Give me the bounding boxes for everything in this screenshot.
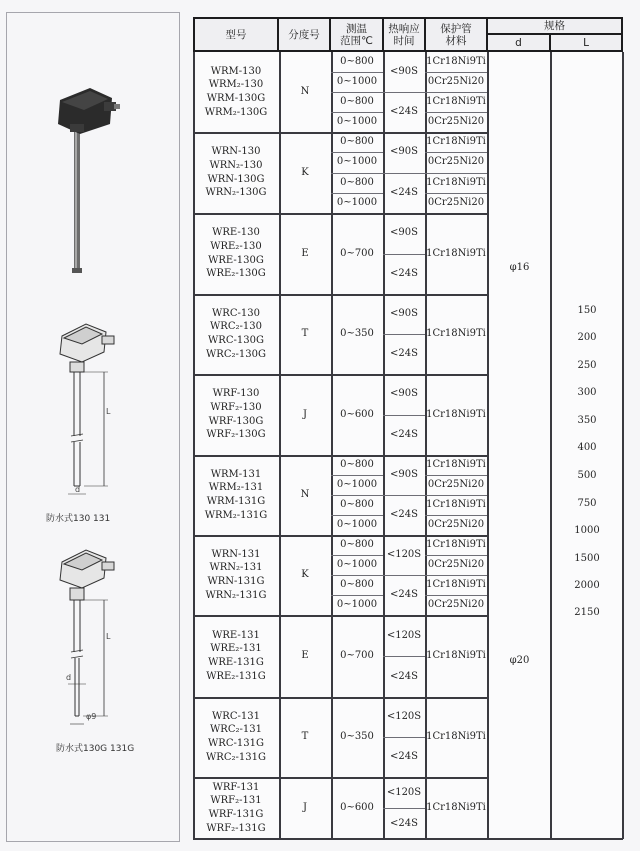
grade-cell-1-text: K <box>301 166 309 178</box>
model-cell-2 <box>193 213 279 294</box>
d-value: φ20 <box>509 655 530 666</box>
model-name: WRC₂-130G <box>206 348 266 360</box>
material-cell-7-0 <box>425 615 487 697</box>
model-cell-3 <box>193 294 279 374</box>
range-divider-0-1 <box>331 72 383 73</box>
range-cell-2-0 <box>331 213 383 294</box>
probe-highlight-shape <box>75 120 77 272</box>
header-material-line2: 材料 <box>445 34 467 47</box>
model-name: WRM-131 <box>210 468 262 480</box>
dim-label-length-1: L <box>106 407 111 416</box>
model-name: WRE-131G <box>208 657 264 668</box>
response-divider-7-1 <box>383 656 425 657</box>
model-name: WRM₂-130G <box>204 106 268 118</box>
material-divider-6-3 <box>425 595 487 596</box>
model-name: WRN₂-130 <box>209 159 263 171</box>
material-divider-0-2 <box>425 92 487 93</box>
range-cell-9-0-text: 0~600 <box>340 802 374 813</box>
model-name: WRM₂-131 <box>208 482 264 494</box>
material-cell-1-1 <box>425 152 487 172</box>
length-value: 200 <box>577 332 597 343</box>
model-name: WRN₂-131 <box>209 562 263 574</box>
material-divider-5-2 <box>425 495 487 496</box>
material-divider-5-3 <box>425 515 487 516</box>
model-name: WRE₂-130 <box>210 240 262 252</box>
range-divider-6-2 <box>331 575 383 576</box>
response-cell-3-1 <box>383 334 425 374</box>
range-cell-5-0-text: 0~800 <box>340 459 374 470</box>
range-cell-6-1 <box>331 555 383 575</box>
range-divider-5-1 <box>331 475 383 476</box>
model-name: WRF₂-130G <box>206 429 266 441</box>
model-name: WRM₂-130 <box>208 79 264 91</box>
header-range-line1: 测温 <box>346 22 367 35</box>
dim-label-diameter-1: d <box>75 485 81 494</box>
material-divider-1-2 <box>425 173 487 174</box>
grade-cell-0 <box>279 52 331 132</box>
model-name: WRN₂-131G <box>205 589 267 601</box>
response-cell-7-0 <box>383 615 425 656</box>
material-divider-0-3 <box>425 112 487 113</box>
model-name: WRF₂-130 <box>210 401 262 413</box>
material-cell-6-0 <box>425 535 487 555</box>
response-cell-6-0 <box>383 535 425 575</box>
material-cell-6-2 <box>425 575 487 595</box>
range-divider-1-3 <box>331 193 383 194</box>
range-cell-5-1-text: 0~1000 <box>336 479 378 490</box>
material-cell-5-2-text: 1Cr18Ni9Ti <box>426 499 486 510</box>
material-cell-6-0-text: 1Cr18Ni9Ti <box>426 539 486 550</box>
model-name: WRE₂-131G <box>206 670 266 682</box>
length-column <box>551 52 623 839</box>
response-cell-1-0 <box>383 132 425 173</box>
length-value: 2150 <box>574 607 600 618</box>
model-name: WRF-131 <box>212 781 260 793</box>
response-cell-6-1 <box>383 575 425 615</box>
grade-cell-5 <box>279 455 331 535</box>
response-cell-9-1 <box>383 808 425 839</box>
response-cell-4-0-text: <90S <box>390 388 418 400</box>
response-cell-6-1-text: <24S <box>390 589 418 600</box>
response-cell-4-1 <box>383 415 425 456</box>
material-cell-5-0-text: 1Cr18Ni9Ti <box>426 459 486 470</box>
range-cell-8-0-text: 0~350 <box>340 731 374 742</box>
model-name: WRN-131G <box>207 576 265 587</box>
response-divider-0-1 <box>383 92 425 93</box>
mount-fitting-shape <box>70 124 84 132</box>
response-cell-5-1 <box>383 495 425 535</box>
model-cell-9 <box>193 777 279 839</box>
grade-cell-4-text: J <box>302 408 307 420</box>
range-cell-6-0 <box>331 535 383 555</box>
material-divider-0-1 <box>425 72 487 73</box>
model-name: WRF-130 <box>212 388 260 400</box>
model-cell-7 <box>193 615 279 697</box>
material-cell-3-0 <box>425 294 487 374</box>
grade-cell-8-text: T <box>301 731 309 742</box>
caption-type-130: 防水式130 131 <box>46 514 111 524</box>
response-cell-9-0-text: <120S <box>386 786 422 798</box>
header-response-line1: 热响应 <box>388 22 420 35</box>
response-cell-1-1 <box>383 173 425 214</box>
range-divider-5-3 <box>331 515 383 516</box>
header-L-text: L <box>583 36 589 49</box>
illustration-panel <box>0 0 186 851</box>
response-divider-1-1 <box>383 173 425 174</box>
range-cell-6-2-text: 0~800 <box>340 579 374 590</box>
model-name: WRC-130 <box>212 307 260 319</box>
material-cell-7-0-text: 1Cr18Ni9Ti <box>426 650 486 661</box>
range-cell-5-2 <box>331 495 383 515</box>
grade-cell-8 <box>279 697 331 777</box>
model-cell-1 <box>193 132 279 213</box>
model-name: WRN-131 <box>211 548 261 560</box>
range-cell-3-0 <box>331 294 383 374</box>
response-cell-2-0-text: <90S <box>390 227 418 239</box>
model-name: WRE₂-130G <box>206 268 266 280</box>
spec-table <box>193 17 623 839</box>
grade-cell-3-text: T <box>301 328 309 339</box>
drawing1-break-mark <box>71 434 83 442</box>
grade-cell-7-text: E <box>301 650 309 661</box>
length-value: 400 <box>577 442 597 453</box>
grade-cell-2 <box>279 213 331 294</box>
drawing1-gland-shape <box>102 336 114 344</box>
range-cell-0-2-text: 0~800 <box>340 96 374 107</box>
grade-cell-7 <box>279 615 331 697</box>
material-cell-0-0-text: 1Cr18Ni9Ti <box>426 56 486 67</box>
grade-cell-1 <box>279 132 331 213</box>
material-cell-0-1-text: 0Cr25Ni20 <box>427 76 485 87</box>
material-cell-4-0-text: 1Cr18Ni9Ti <box>426 408 486 420</box>
drawing1-fitting-shape <box>70 362 84 372</box>
model-name: WRM-130 <box>210 65 262 77</box>
response-divider-4-1 <box>383 415 425 416</box>
grade-cell-0-text: N <box>300 86 310 97</box>
material-cell-2-0-text: 1Cr18Ni9Ti <box>426 247 486 259</box>
grade-cell-4 <box>279 374 331 455</box>
material-divider-1-3 <box>425 193 487 194</box>
model-name: WRC₂-131G <box>206 751 266 763</box>
range-cell-4-0 <box>331 374 383 455</box>
range-cell-0-1 <box>331 72 383 92</box>
response-cell-1-0-text: <90S <box>390 146 418 158</box>
material-cell-5-1-text: 0Cr25Ni20 <box>427 479 485 490</box>
range-cell-6-2 <box>331 575 383 595</box>
response-cell-2-1-text: <24S <box>390 267 418 279</box>
model-cell-5 <box>193 455 279 535</box>
model-name: WRE-131 <box>212 629 260 641</box>
response-cell-0-1 <box>383 92 425 132</box>
range-cell-4-0-text: 0~600 <box>340 408 374 420</box>
material-cell-6-3 <box>425 595 487 615</box>
header-material-line1: 保护管 <box>440 22 472 35</box>
caption-type-130g: 防水式130G 131G <box>56 744 135 754</box>
material-cell-1-2 <box>425 173 487 193</box>
range-cell-5-2-text: 0~800 <box>340 499 374 510</box>
material-cell-9-0 <box>425 777 487 839</box>
response-divider-5-1 <box>383 495 425 496</box>
model-cell-4 <box>193 374 279 455</box>
dim-label-length-2: L <box>106 632 111 641</box>
material-cell-8-0-text: 1Cr18Ni9Ti <box>426 731 486 742</box>
range-cell-5-0 <box>331 455 383 475</box>
header-model-text: 型号 <box>225 28 247 41</box>
range-divider-6-3 <box>331 595 383 596</box>
response-divider-3-1 <box>383 334 425 335</box>
grade-cell-9 <box>279 777 331 839</box>
response-divider-6-1 <box>383 575 425 576</box>
material-cell-6-1 <box>425 555 487 575</box>
response-cell-3-0 <box>383 294 425 334</box>
range-cell-6-3-text: 0~1000 <box>336 599 378 610</box>
material-cell-2-0 <box>425 213 487 294</box>
material-cell-1-0 <box>425 132 487 152</box>
model-name: WRE-130 <box>212 227 260 239</box>
material-cell-4-0 <box>425 374 487 455</box>
length-value: 250 <box>577 360 597 371</box>
response-cell-1-1-text: <24S <box>390 186 418 198</box>
material-cell-1-2-text: 1Cr18Ni9Ti <box>426 176 486 188</box>
range-divider-1-1 <box>331 152 383 153</box>
dim-label-diameter-2: d <box>66 673 72 682</box>
response-divider-8-1 <box>383 737 425 738</box>
dim-label-tip-diameter: φ9 <box>86 712 97 721</box>
range-cell-0-3-text: 0~1000 <box>336 116 378 127</box>
model-name: WRM₂-131G <box>204 509 268 521</box>
range-cell-7-0 <box>331 615 383 697</box>
material-cell-1-0-text: 1Cr18Ni9Ti <box>426 136 486 148</box>
range-cell-6-3 <box>331 595 383 615</box>
model-name: WRN-130G <box>207 173 265 185</box>
range-divider-6-1 <box>331 555 383 556</box>
model-name: WRF₂-131G <box>206 822 266 834</box>
range-cell-7-0-text: 0~700 <box>340 650 374 661</box>
range-cell-6-0-text: 0~800 <box>340 539 374 550</box>
model-name: WRC-130G <box>208 335 264 346</box>
range-cell-1-2 <box>331 173 383 193</box>
range-divider-5-2 <box>331 495 383 496</box>
d-column <box>489 52 550 839</box>
response-cell-3-0-text: <90S <box>390 308 418 319</box>
drawing2-gland-shape <box>102 562 114 570</box>
response-cell-8-1 <box>383 737 425 777</box>
drawing2-fitting-shape <box>70 588 84 600</box>
length-value: 150 <box>577 305 597 316</box>
grade-cell-2-text: E <box>301 247 309 259</box>
response-cell-8-0-text: <120S <box>386 711 422 722</box>
range-cell-6-1-text: 0~1000 <box>336 559 378 570</box>
material-cell-0-2 <box>425 92 487 112</box>
model-name: WRF₂-131 <box>210 795 262 807</box>
range-cell-8-0 <box>331 697 383 777</box>
response-cell-8-1-text: <24S <box>390 751 418 762</box>
model-name: WRE-130G <box>208 254 264 266</box>
range-cell-0-0 <box>331 52 383 72</box>
response-divider-2-1 <box>383 254 425 255</box>
response-cell-7-1 <box>383 656 425 697</box>
model-cell-0 <box>193 52 279 132</box>
range-cell-1-1 <box>331 152 383 172</box>
model-name: WRC-131G <box>208 738 264 749</box>
model-name: WRF-131G <box>208 809 264 820</box>
response-cell-0-0-text: <90S <box>390 66 418 77</box>
response-cell-5-1-text: <24S <box>390 509 418 520</box>
header-d-text: d <box>515 36 522 49</box>
model-name: WRN₂-130G <box>205 187 267 199</box>
model-name: WRC₂-131 <box>210 724 262 736</box>
material-cell-1-3-text: 0Cr25Ni20 <box>427 196 485 208</box>
material-cell-5-3 <box>425 515 487 535</box>
model-cell-8 <box>193 697 279 777</box>
range-cell-1-1-text: 0~1000 <box>336 156 378 168</box>
response-divider-9-1 <box>383 808 425 809</box>
material-divider-5-1 <box>425 475 487 476</box>
material-divider-6-2 <box>425 575 487 576</box>
material-cell-5-2 <box>425 495 487 515</box>
response-cell-4-0 <box>383 374 425 415</box>
grade-cell-5-text: N <box>300 489 310 500</box>
range-cell-0-1-text: 0~1000 <box>336 76 378 87</box>
length-value: 300 <box>577 387 597 398</box>
range-cell-1-0-text: 0~800 <box>340 136 374 148</box>
material-cell-9-0-text: 1Cr18Ni9Ti <box>426 802 486 813</box>
grade-cell-9-text: J <box>302 802 307 813</box>
response-cell-5-0-text: <90S <box>390 469 418 480</box>
length-value: 1500 <box>574 553 600 564</box>
material-cell-5-3-text: 0Cr25Ni20 <box>427 519 485 530</box>
material-cell-6-1-text: 0Cr25Ni20 <box>427 559 485 570</box>
response-cell-2-0 <box>383 213 425 254</box>
range-cell-1-3 <box>331 193 383 213</box>
length-value: 350 <box>577 415 597 426</box>
material-cell-6-2-text: 1Cr18Ni9Ti <box>426 579 486 590</box>
material-cell-0-2-text: 1Cr18Ni9Ti <box>426 96 486 107</box>
material-cell-1-3 <box>425 193 487 213</box>
material-cell-0-3 <box>425 112 487 132</box>
material-cell-5-1 <box>425 475 487 495</box>
range-cell-1-0 <box>331 132 383 152</box>
range-cell-5-3-text: 0~1000 <box>336 519 378 530</box>
model-name: WRC-131 <box>212 710 260 722</box>
response-cell-4-1-text: <24S <box>390 428 418 440</box>
response-cell-0-0 <box>383 52 425 92</box>
model-name: WRN-130 <box>211 146 261 158</box>
material-cell-0-3-text: 0Cr25Ni20 <box>427 116 485 127</box>
grade-cell-6-text: K <box>301 569 309 580</box>
material-divider-6-1 <box>425 555 487 556</box>
length-value: 1000 <box>574 525 600 536</box>
grade-cell-3 <box>279 294 331 374</box>
header-range-line2: 范围℃ <box>340 34 373 47</box>
model-name: WRE₂-131 <box>210 643 262 655</box>
response-cell-5-0 <box>383 455 425 495</box>
model-name: WRC₂-130 <box>210 321 262 333</box>
grade-cell-6 <box>279 535 331 615</box>
d-value: φ16 <box>509 262 530 273</box>
range-divider-0-3 <box>331 112 383 113</box>
length-value: 750 <box>577 498 597 509</box>
model-name: WRF-130G <box>208 415 264 427</box>
response-cell-8-0 <box>383 697 425 737</box>
response-cell-9-0 <box>383 777 425 808</box>
drawing2-break-mark <box>71 650 83 658</box>
response-cell-2-1 <box>383 254 425 295</box>
drawing-type-130g <box>40 540 150 740</box>
range-cell-1-2-text: 0~800 <box>340 176 374 188</box>
response-cell-6-0-text: <120S <box>386 549 422 560</box>
range-divider-1-2 <box>331 173 383 174</box>
material-cell-0-0 <box>425 52 487 72</box>
length-value: 2000 <box>574 580 600 591</box>
header-spec-text: 规格 <box>544 20 565 32</box>
model-cell-6 <box>193 535 279 615</box>
range-cell-9-0 <box>331 777 383 839</box>
header-grade-text: 分度号 <box>288 28 320 41</box>
range-cell-5-3 <box>331 515 383 535</box>
material-divider-1-1 <box>425 152 487 153</box>
response-cell-7-0-text: <120S <box>386 629 422 641</box>
model-name: WRM-130G <box>206 93 266 104</box>
material-cell-8-0 <box>425 697 487 777</box>
material-cell-3-0-text: 1Cr18Ni9Ti <box>426 328 486 339</box>
gland-nut-shape <box>114 104 120 109</box>
model-name: WRM-131G <box>206 496 266 507</box>
thermocouple-photo <box>40 80 140 280</box>
range-cell-0-3 <box>331 112 383 132</box>
drawing-type-130 <box>40 318 150 508</box>
header-response-line2: 时间 <box>393 34 415 47</box>
probe-tip-shape <box>72 268 82 273</box>
material-cell-6-3-text: 0Cr25Ni20 <box>427 599 485 610</box>
range-cell-2-0-text: 0~700 <box>340 247 374 259</box>
response-cell-9-1-text: <24S <box>390 817 418 829</box>
range-cell-0-0-text: 0~800 <box>340 56 374 67</box>
range-cell-1-3-text: 0~1000 <box>336 196 378 208</box>
material-cell-1-1-text: 0Cr25Ni20 <box>427 156 485 168</box>
length-value: 500 <box>577 470 597 481</box>
range-cell-5-1 <box>331 475 383 495</box>
range-cell-3-0-text: 0~350 <box>340 328 374 339</box>
response-cell-0-1-text: <24S <box>390 106 418 117</box>
response-cell-7-1-text: <24S <box>390 670 418 682</box>
material-cell-0-1 <box>425 72 487 92</box>
response-cell-3-1-text: <24S <box>390 348 418 359</box>
range-divider-0-2 <box>331 92 383 93</box>
range-cell-0-2 <box>331 92 383 112</box>
material-cell-5-0 <box>425 455 487 475</box>
